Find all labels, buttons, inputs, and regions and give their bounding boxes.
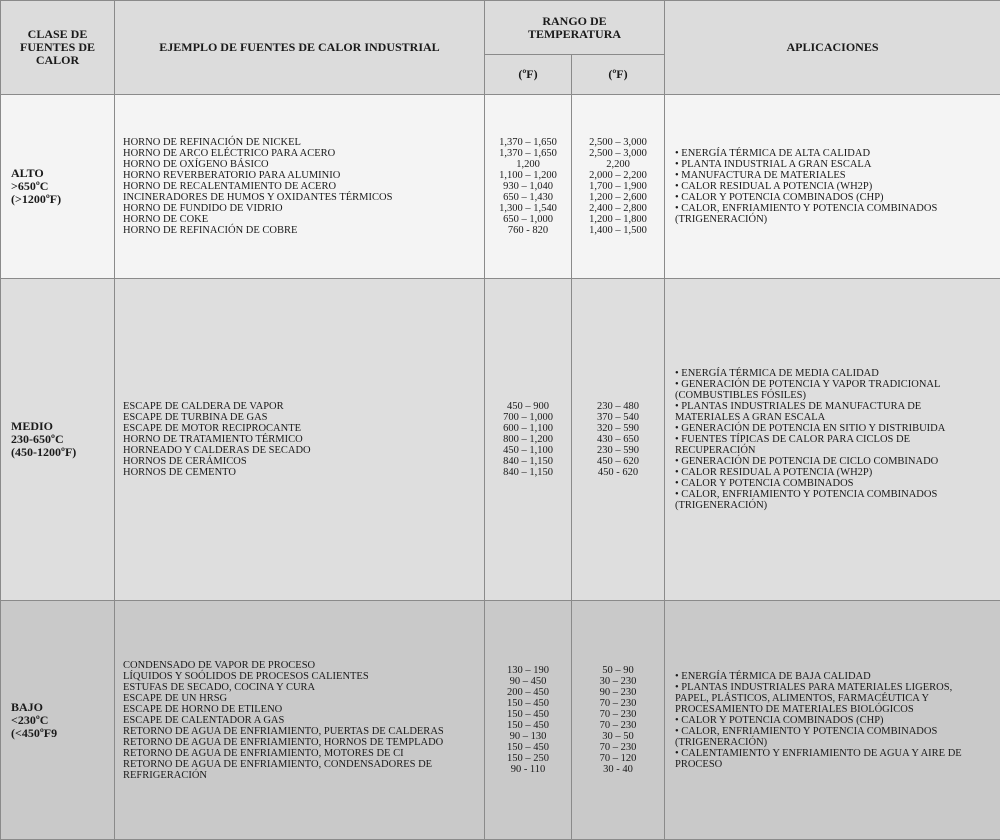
- temp-a-value: 840 – 1,150: [485, 456, 571, 467]
- temp-b-value: 30 - 40: [572, 764, 664, 775]
- temp-a-value: 450 – 900: [485, 401, 571, 412]
- aplicacion-item: • CALOR RESIDUAL A POTENCIA (WH2P): [675, 467, 994, 478]
- aplicaciones-cell: [665, 279, 1000, 601]
- temp-b-value: 70 – 230: [572, 720, 664, 731]
- aplicacion-item: • PLANTA INDUSTRIAL A GRAN ESCALA: [675, 159, 994, 170]
- aplicacion-item: • FUENTES TÍPICAS DE CALOR PARA CICLOS DE: [675, 434, 994, 445]
- temp-a-value: 90 – 450: [485, 676, 571, 687]
- temp-b-value: 2,200: [572, 159, 664, 170]
- temp-b-value: 70 – 120: [572, 753, 664, 764]
- temp-b-value: 1,700 – 1,900: [572, 181, 664, 192]
- fuente-item: HORNO DE RECALENTAMIENTO DE ACERO: [123, 181, 484, 192]
- temp-a-value: 800 – 1,200: [485, 434, 571, 445]
- header-unit-f1: (ºF): [485, 55, 572, 95]
- aplicacion-item: PROCESO: [675, 759, 994, 770]
- temp-b-value: 450 – 620: [572, 456, 664, 467]
- fuente-item: RETORNO DE AGUA DE ENFRIAMIENTO, PUERTAS DE CALDERAS: [123, 726, 484, 737]
- header-unit-f2: (ºF): [572, 55, 665, 95]
- fuente-item: ESCAPE DE TURBINA DE GAS: [123, 412, 484, 423]
- temp-b-value: 430 – 650: [572, 434, 664, 445]
- clase-line: ALTO: [11, 167, 114, 180]
- clase-cell: [1, 279, 115, 601]
- temp-a-value: 1,100 – 1,200: [485, 170, 571, 181]
- temp-a-cell: [485, 95, 572, 279]
- clase-cell: [1, 601, 115, 840]
- temp-a-value: 650 – 1,430: [485, 192, 571, 203]
- temp-b-value: 320 – 590: [572, 423, 664, 434]
- temp-b-value: 70 – 230: [572, 698, 664, 709]
- temp-b-cell: [572, 601, 665, 840]
- clase-line: BAJO: [11, 701, 114, 714]
- aplicacion-item: (TRIGENERACIÓN): [675, 214, 994, 225]
- aplicaciones-cell: [665, 601, 1000, 840]
- fuente-item: HORNO DE TRATAMIENTO TÉRMICO: [123, 434, 484, 445]
- temp-b-cell: [572, 95, 665, 279]
- temp-a-value: 450 – 1,100: [485, 445, 571, 456]
- aplicaciones-cell: [665, 95, 1000, 279]
- aplicacion-item: • GENERACIÓN DE POTENCIA DE CICLO COMBINADO: [675, 456, 994, 467]
- fuente-item: HORNO REVERBERATORIO PARA ALUMINIO: [123, 170, 484, 181]
- fuente-item: HORNO DE REFINACIÓN DE COBRE: [123, 225, 484, 236]
- header-rango: [485, 1, 665, 55]
- aplicacion-item: • PLANTAS INDUSTRIALES PARA MATERIALES LIGEROS,: [675, 682, 994, 693]
- clase-line: MEDIO: [11, 420, 114, 433]
- temp-a-value: 1,200: [485, 159, 571, 170]
- aplicacion-item: • CALOR, ENFRIAMIENTO Y POTENCIA COMBINADOS: [675, 203, 994, 214]
- aplicacion-item: • ENERGÍA TÉRMICA DE MEDIA CALIDAD: [675, 368, 994, 379]
- clase-line: 230-650ºC: [11, 433, 114, 446]
- aplicacion-item: • CALENTAMIENTO Y ENFRIAMIENTO DE AGUA Y AIRE DE: [675, 748, 994, 759]
- aplicacion-item: • CALOR, ENFRIAMIENTO Y POTENCIA COMBINADOS: [675, 489, 994, 500]
- temp-b-value: 70 – 230: [572, 709, 664, 720]
- fuente-item: RETORNO DE AGUA DE ENFRIAMIENTO, CONDENSADORES DE: [123, 759, 484, 770]
- clase-line: (>1200ºF): [11, 193, 114, 206]
- header-clase-line: CALOR: [1, 54, 114, 67]
- temp-b-value: 1,400 – 1,500: [572, 225, 664, 236]
- temp-a-value: 90 - 110: [485, 764, 571, 775]
- temp-a-value: 650 – 1,000: [485, 214, 571, 225]
- temp-a-value: 840 – 1,150: [485, 467, 571, 478]
- fuente-item: ESCAPE DE CALENTADOR A GAS: [123, 715, 484, 726]
- temp-a-value: 150 – 450: [485, 709, 571, 720]
- temp-b-value: 1,200 – 2,600: [572, 192, 664, 203]
- aplicacion-item: PAPEL, PLÁSTICOS, ALIMENTOS, FARMACÉUTICA Y: [675, 693, 994, 704]
- temp-a-value: 130 – 190: [485, 665, 571, 676]
- fuente-item: ESTUFAS DE SECADO, COCINA Y CURA: [123, 682, 484, 693]
- temp-a-value: 760 - 820: [485, 225, 571, 236]
- fuente-item: HORNO DE OXÍGENO BÁSICO: [123, 159, 484, 170]
- aplicacion-item: • ENERGÍA TÉRMICA DE ALTA CALIDAD: [675, 148, 994, 159]
- temp-a-value: 600 – 1,100: [485, 423, 571, 434]
- temp-a-cell: [485, 601, 572, 840]
- temp-b-value: 450 - 620: [572, 467, 664, 478]
- aplicacion-item: • CALOR RESIDUAL A POTENCIA (WH2P): [675, 181, 994, 192]
- aplicacion-item: (COMBUSTIBLES FÓSILES): [675, 390, 994, 401]
- temp-b-value: 230 – 590: [572, 445, 664, 456]
- temp-b-value: 2,400 – 2,800: [572, 203, 664, 214]
- table-row-alto: [1, 95, 1000, 279]
- fuente-item: ESCAPE DE HORNO DE ETILENO: [123, 704, 484, 715]
- header-clase-line: FUENTES DE: [1, 41, 114, 54]
- temp-b-value: 2,000 – 2,200: [572, 170, 664, 181]
- fuentes-cell: [115, 95, 485, 279]
- clase-line: (<450ºF9: [11, 727, 114, 740]
- fuente-item: HORNEADO Y CALDERAS DE SECADO: [123, 445, 484, 456]
- temp-b-value: 70 – 230: [572, 742, 664, 753]
- fuente-item: ESCAPE DE UN HRSG: [123, 693, 484, 704]
- aplicacion-item: • CALOR Y POTENCIA COMBINADOS: [675, 478, 994, 489]
- temp-b-value: 2,500 – 3,000: [572, 137, 664, 148]
- temp-a-value: 1,370 – 1,650: [485, 137, 571, 148]
- temp-a-value: 90 – 130: [485, 731, 571, 742]
- fuente-item: LÍQUIDOS Y SOÓLIDOS DE PROCESOS CALIENTES: [123, 671, 484, 682]
- temp-b-value: 230 – 480: [572, 401, 664, 412]
- temp-b-value: 90 – 230: [572, 687, 664, 698]
- temp-a-value: 150 – 250: [485, 753, 571, 764]
- fuente-item: HORNO DE COKE: [123, 214, 484, 225]
- aplicacion-item: (TRIGENERACIÓN): [675, 500, 994, 511]
- fuente-item: HORNO DE REFINACIÓN DE NICKEL: [123, 137, 484, 148]
- aplicacion-item: • GENERACIÓN DE POTENCIA Y VAPOR TRADICIONAL: [675, 379, 994, 390]
- fuente-item: ESCAPE DE MOTOR RECIPROCANTE: [123, 423, 484, 434]
- fuente-item: ESCAPE DE CALDERA DE VAPOR: [123, 401, 484, 412]
- temp-b-value: 30 – 50: [572, 731, 664, 742]
- clase-cell: [1, 95, 115, 279]
- fuente-item: REFRIGERACIÓN: [123, 770, 484, 781]
- header-rango-line: RANGO DE: [485, 15, 664, 28]
- table-row-bajo: [1, 601, 1000, 840]
- fuente-item: RETORNO DE AGUA DE ENFRIAMIENTO, MOTORES DE CI: [123, 748, 484, 759]
- aplicacion-item: RECUPERACIÓN: [675, 445, 994, 456]
- header-clase: [1, 1, 115, 95]
- fuente-item: HORNO DE ARCO ELÉCTRICO PARA ACERO: [123, 148, 484, 159]
- temp-b-value: 50 – 90: [572, 665, 664, 676]
- fuente-item: HORNOS DE CEMENTO: [123, 467, 484, 478]
- temp-a-value: 1,370 – 1,650: [485, 148, 571, 159]
- aplicacion-item: • PLANTAS INDUSTRIALES DE MANUFACTURA DE: [675, 401, 994, 412]
- temp-a-value: 150 – 450: [485, 698, 571, 709]
- aplicacion-item: PROCESAMIENTO DE MATERIALES BIOLÓGICOS: [675, 704, 994, 715]
- aplicacion-item: • GENERACIÓN DE POTENCIA EN SITIO Y DISTRIBUIDA: [675, 423, 994, 434]
- temp-a-value: 150 – 450: [485, 720, 571, 731]
- aplicacion-item: • ENERGÍA TÉRMICA DE BAJA CALIDAD: [675, 671, 994, 682]
- fuente-item: HORNOS DE CERÁMICOS: [123, 456, 484, 467]
- aplicacion-item: (TRIGENERACIÓN): [675, 737, 994, 748]
- temp-a-value: 700 – 1,000: [485, 412, 571, 423]
- temp-a-value: 930 – 1,040: [485, 181, 571, 192]
- clase-line: >650ºC: [11, 180, 114, 193]
- header-aplicaciones: APLICACIONES: [665, 1, 1000, 95]
- fuente-item: RETORNO DE AGUA DE ENFRIAMIENTO, HORNOS DE TEMPLADO: [123, 737, 484, 748]
- fuente-item: INCINERADORES DE HUMOS Y OXIDANTES TÉRMICOS: [123, 192, 484, 203]
- aplicacion-item: • CALOR Y POTENCIA COMBINADOS (CHP): [675, 715, 994, 726]
- aplicacion-item: • CALOR, ENFRIAMIENTO Y POTENCIA COMBINADOS: [675, 726, 994, 737]
- header-ejemplo: EJEMPLO DE FUENTES DE CALOR INDUSTRIAL: [115, 1, 485, 95]
- fuentes-cell: [115, 601, 485, 840]
- fuente-item: HORNO DE FUNDIDO DE VIDRIO: [123, 203, 484, 214]
- aplicacion-item: • CALOR Y POTENCIA COMBINADOS (CHP): [675, 192, 994, 203]
- temp-b-value: 30 – 230: [572, 676, 664, 687]
- temp-b-value: 2,500 – 3,000: [572, 148, 664, 159]
- fuente-item: CONDENSADO DE VAPOR DE PROCESO: [123, 660, 484, 671]
- temp-a-cell: [485, 279, 572, 601]
- temp-b-cell: [572, 279, 665, 601]
- header-clase-line: CLASE DE: [1, 28, 114, 41]
- aplicacion-item: MATERIALES A GRAN ESCALA: [675, 412, 994, 423]
- aplicacion-item: • MANUFACTURA DE MATERIALES: [675, 170, 994, 181]
- temp-a-value: 150 – 450: [485, 742, 571, 753]
- header-rango-line: TEMPERATURA: [485, 28, 664, 41]
- fuentes-cell: [115, 279, 485, 601]
- temp-a-value: 200 – 450: [485, 687, 571, 698]
- clase-line: (450-1200ºF): [11, 446, 114, 459]
- temp-b-value: 1,200 – 1,800: [572, 214, 664, 225]
- temp-a-value: 1,300 – 1,540: [485, 203, 571, 214]
- clase-line: <230ºC: [11, 714, 114, 727]
- temp-b-value: 370 – 540: [572, 412, 664, 423]
- table-row-medio: [1, 279, 1000, 601]
